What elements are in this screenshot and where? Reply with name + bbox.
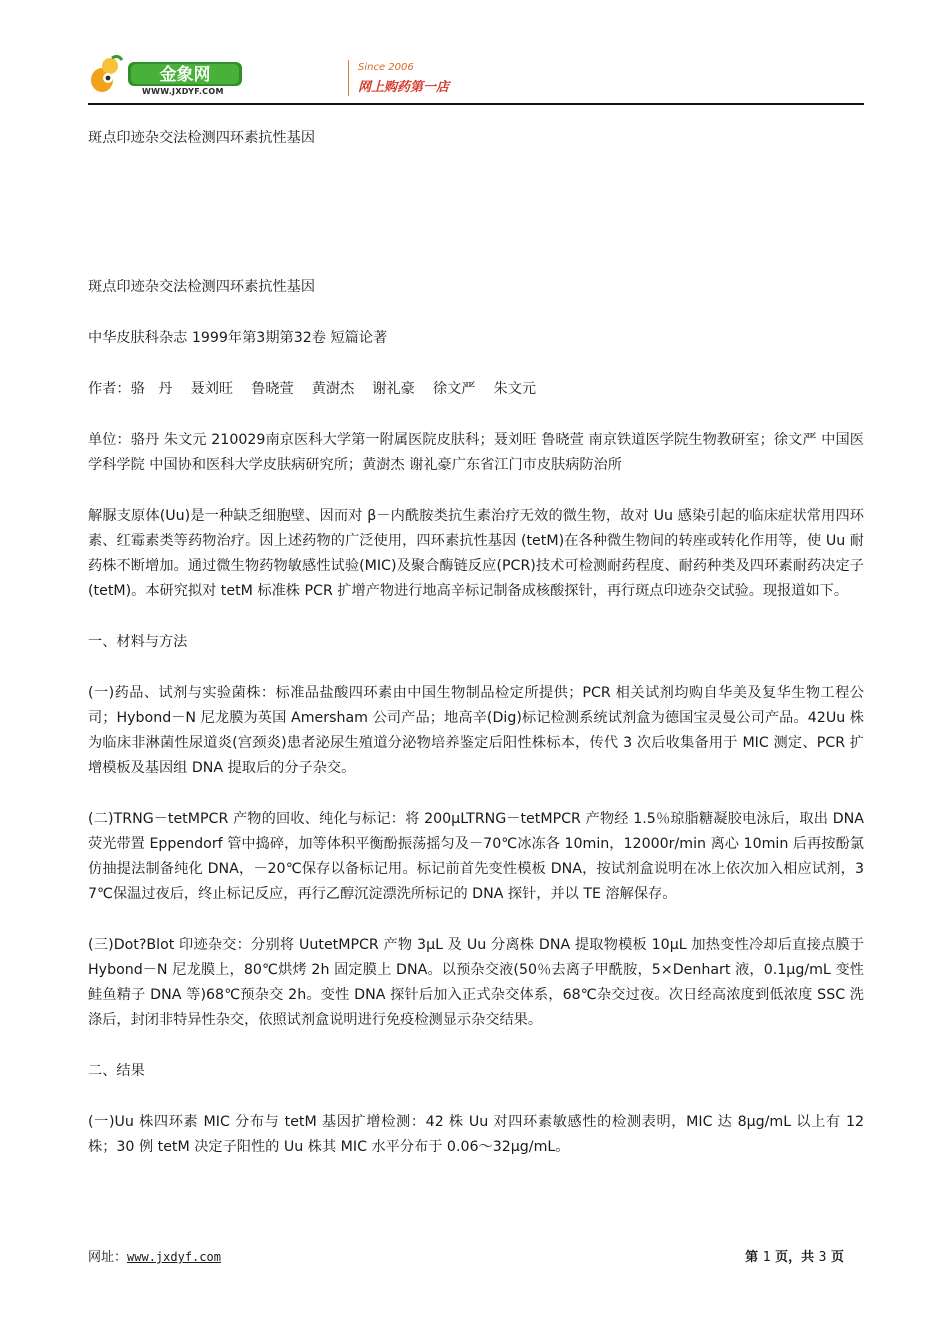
intro-paragraph: 解脲支原体(Uu)是一种缺乏细胞壁、因而对 β－内酰胺类抗生素治疗无效的微生物，故对 Uu 感染引起的临床症状常用四环素、红霉素类等药物治疗。因上述药物的广泛使用，四环素抗性基因 (tetM)在各种微生物间的转座或转化作用等，使 Uu 耐药株不断增加。通过微生物药物敏感性试验(MIC)及聚合酶链反应(PCR)技术可检测耐药程度、耐药种类及四环素耐药决定子(tetM)。本研究拟对 tetM 标准株 PCR 扩增产物进行地高辛标记制备成核酸探针，再行斑点印迹杂交试验。现报道如下。 [88, 508, 864, 599]
footer-url-label: 网址： [88, 1250, 128, 1265]
top-title: 斑点印迹杂交法检测四环素抗性基因 [88, 130, 316, 146]
footer-url [88, 1246, 221, 1265]
section-heading-methods: 一、材料与方法 [88, 634, 188, 650]
page-current: 1 [762, 1250, 771, 1265]
logo-wordmark: 金象网 [159, 65, 211, 85]
affiliations-paragraph: 单位：骆丹 朱文元 210029南京医科大学第一附属医院皮肤科；聂刘旺 鲁晓萱 南京铁道医学院生物教研室；徐文严 中国医学科学院 中国协和医科大学皮肤病研究所；黄澍杰 谢礼豪广东省江门市皮肤病防治所 [88, 432, 864, 473]
logo-site-url: WWW.JXDYF.COM [142, 87, 224, 96]
section-heading-results: 二、结果 [88, 1063, 145, 1079]
page-number [745, 1246, 844, 1265]
page-header [88, 52, 864, 104]
authors-line: 作者：骆 丹 聂刘旺 鲁晓萱 黄澍杰 谢礼豪 徐文严 朱文元 [88, 381, 537, 397]
page-middle: 页，共 [775, 1250, 815, 1265]
materials-paragraph: (一)药品、试剂与实验菌株：标准品盐酸四环素由中国生物制品检定所提供；PCR 相关试剂均购自华美及复华生物工程公司；Hybond－N 尼龙膜为英国 Amersham 公司产品；地高辛(Dig)标记检测系统试剂盒为德国宝灵曼公司产品。42Uu 株为临床非淋菌性尿道炎(宫颈炎)患者泌尿生殖道分泌物培养鉴定后阳性株标本，传代 3 次后收集备用于 MIC 测定、PCR 扩增模板及基因组 DNA 提取后的分子杂交。 [88, 685, 864, 776]
page-total: 3 [818, 1250, 827, 1265]
header-divider [348, 60, 349, 96]
source-line: 中华皮肤科杂志 1999年第3期第32卷 短篇论著 [88, 330, 388, 346]
page-suffix: 页 [830, 1250, 844, 1265]
document-body [88, 126, 864, 1186]
since-label: Since 2006 [358, 62, 414, 73]
dot-blot-paragraph: (三)Dot?Blot 印迹杂交：分别将 UutetMPCR 产物 3μL 及 Uu 分离株 DNA 提取物模板 10μL 加热变性冷却后直接点膜于 Hybond－N 尼龙膜上，80℃烘烤 2h 固定膜上 DNA。以预杂交液(50％去离子甲酰胺，5×Denhart 液，0.1μg/mL 变性鲑鱼精子 DNA 等)68℃预杂交 2h。变性 DNA 探针后加入正式杂交体系，68℃杂交过夜。次日经高浓度到低浓度 SSC 洗涤后，封闭非特异性杂交，依照试剂盒说明进行免疫检测显示杂交结果。 [88, 937, 864, 1028]
labeling-paragraph: (二)TRNG－tetMPCR 产物的回收、纯化与标记：将 200μLTRNG－tetMPCR 产物经 1.5％琼脂糖凝胶电泳后，取出 DNA 荧光带置 Eppendorf 管中捣碎，加等体积平衡酚振荡摇匀及－70℃冰冻各 10min，12000r/min 离心 10min 后再按酚氯仿抽提法制备纯化 DNA，－20℃保存以备标记用。标记前首先变性模板 DNA，按试剂盒说明在冰上依次加入相应试剂，37℃保温过夜后，终止标记反应，再行乙醇沉淀漂洗所标记的 DNA 探针，并以 TE 溶解保存。 [88, 811, 864, 902]
slogan: 网上购药第一店 [358, 80, 450, 95]
header-rule [88, 103, 864, 105]
footer-url-link[interactable]: www.jxdyf.com [127, 1250, 221, 1264]
article-title: 斑点印迹杂交法检测四环素抗性基因 [88, 279, 316, 295]
results-paragraph: (一)Uu 株四环素 MIC 分布与 tetM 基因扩增检测：42 株 Uu 对四环素敏感性的检测表明，MIC 达 8μg/mL 以上有 12 株；30 例 tetM 决定子阳性的 Uu 株其 MIC 水平分布于 0.06～32μg/mL。 [88, 1114, 864, 1155]
page-prefix: 第 [745, 1250, 759, 1265]
